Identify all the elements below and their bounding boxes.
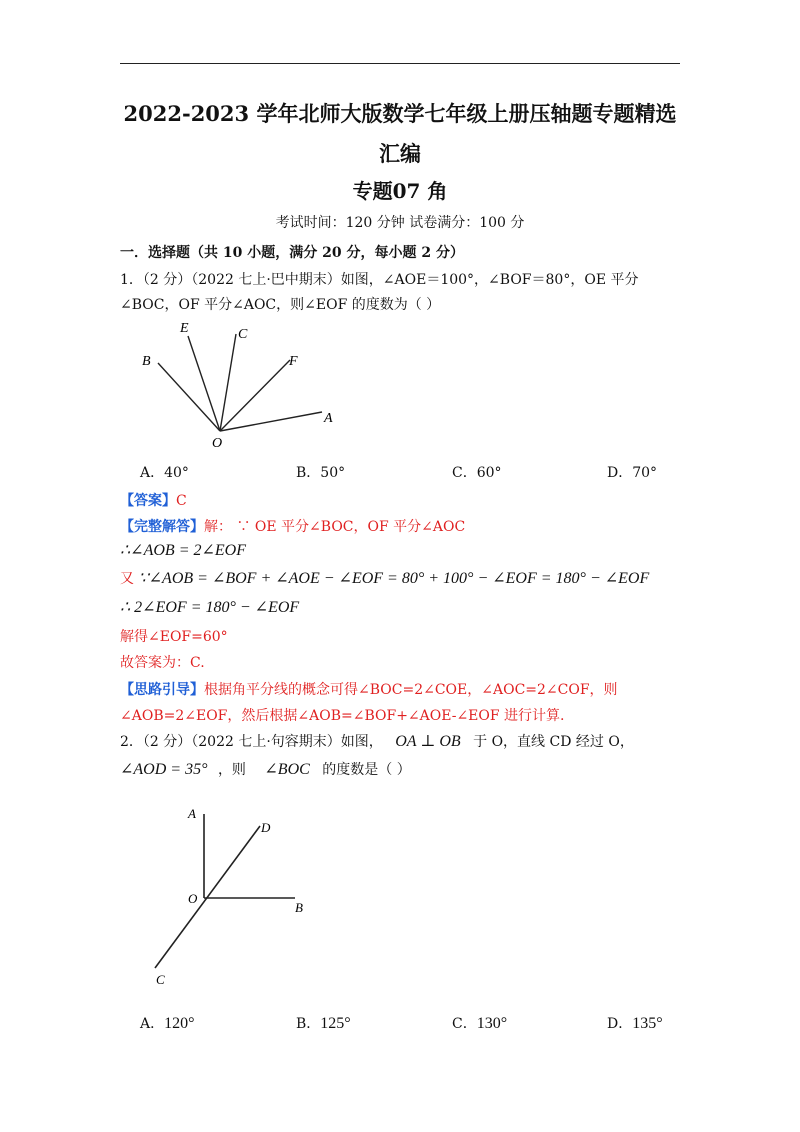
label-B: B: [142, 354, 151, 369]
q1-step1: ∴∠AOB = 2∠EOF: [120, 542, 246, 559]
q1-stem-line2: ∠BOC，OF 平分∠AOC，则∠EOF 的度数为（ ）: [120, 297, 441, 313]
q2-option-a-value: 120°: [164, 1015, 195, 1032]
top-rule: [120, 63, 680, 64]
q1-step5: 故答案为：C.: [120, 655, 205, 671]
answer-tag: 【答案】: [120, 493, 176, 509]
q2-stem-line1: [120, 731, 634, 751]
q1-hint-line1: [120, 679, 618, 699]
solution-tag: 【完整解答】: [120, 519, 204, 535]
q2-option-c-letter: C．: [452, 1016, 477, 1032]
q2-option-c-value: 130°: [476, 1015, 508, 1032]
q2-option-b-value: 125°: [320, 1015, 351, 1032]
hint-tag: 【思路引导】: [120, 682, 204, 698]
q2-figure: [140, 798, 340, 998]
q2-option-b: [296, 1013, 351, 1033]
q1-step2-line: [120, 568, 649, 588]
q2-option-b-letter: B．: [296, 1016, 321, 1032]
q2-stem-math-3: ∠BOC: [264, 761, 310, 778]
q1-option-a: A．40°: [140, 465, 189, 481]
line-CD: [155, 826, 260, 968]
ray-OE: [188, 336, 220, 431]
q1-answer-line: [120, 490, 187, 510]
label-C: C: [238, 327, 248, 342]
q1-step4: 解得∠EOF=60°: [120, 629, 228, 645]
document-title: 2022-2023 学年北师大版数学七年级上册压轴题专题精选: [123, 101, 677, 126]
label-O: O: [188, 891, 198, 906]
label-A: A: [324, 411, 333, 426]
q2-option-a-letter: A．: [140, 1016, 165, 1032]
label-B: B: [295, 900, 303, 915]
q2-stem-math-1: OA ⊥ OB: [395, 733, 461, 750]
q1-figure: [130, 318, 350, 448]
label-O: O: [212, 436, 223, 448]
q1-step3: ∴ 2∠EOF = 180° − ∠EOF: [120, 599, 300, 616]
answer-value: C: [176, 493, 187, 509]
label-F: F: [289, 354, 298, 369]
q2-option-c: [452, 1013, 507, 1033]
ray-OB: [158, 363, 220, 431]
q1-option-b: B．50°: [296, 465, 346, 481]
solution-intro: 解： ∵ OE 平分∠BOC，OF 平分∠AOC: [204, 519, 466, 535]
label-D: D: [261, 820, 271, 835]
q1-hint-line2: ∠AOB=2∠EOF，然后根据∠AOB=∠BOF+∠AOE-∠EOF 进行计算.: [120, 708, 565, 724]
q1-option-c: C．60°: [452, 465, 502, 481]
step2-prefix: 又: [120, 571, 134, 587]
q2-option-d: [607, 1013, 663, 1033]
step2-math: ∵∠AOB = ∠BOF + ∠AOE − ∠EOF = 80° + 100° − ∠EOF = 180° − ∠EOF: [138, 570, 650, 587]
q2-stem-line2: [120, 759, 411, 779]
topic-title: 专题07 角: [352, 179, 448, 203]
q2-stem-1a: 2．（2 分）（2022 七上·句容期末）如图，: [120, 734, 383, 750]
label-E: E: [180, 321, 189, 336]
exam-info: 考试时间：120 分钟 试卷满分：100 分: [275, 215, 525, 231]
q2-option-a: [140, 1013, 195, 1033]
hint-text-1: 根据角平分线的概念可得∠BOC=2∠COE，∠AOC=2∠COF，则: [204, 682, 618, 698]
q1-stem-line1: 1．（2 分）（2022 七上·巴中期末）如图，∠AOE＝100°，∠BOF＝80°，OE 平分: [120, 272, 639, 288]
document-title-cont: 汇编: [379, 141, 421, 166]
label-C: C: [156, 972, 165, 987]
q2-stem-2a: ，则: [217, 762, 246, 778]
q1-option-d: D．70°: [607, 465, 658, 481]
q2-option-d-letter: D．: [607, 1016, 633, 1032]
q2-stem-math-2: ∠AOD = 35°: [120, 761, 208, 778]
section-heading: 一．选择题（共 10 小题，满分 20 分，每小题 2 分）: [120, 245, 464, 261]
q2-stem-1b: 于 O，直线 CD 经过 O，: [473, 734, 634, 750]
q1-solution-line: [120, 516, 465, 536]
q2-option-d-value: 135°: [632, 1015, 663, 1032]
q2-stem-2b: 的度数是（ ）: [322, 762, 411, 778]
label-A: A: [188, 806, 196, 821]
